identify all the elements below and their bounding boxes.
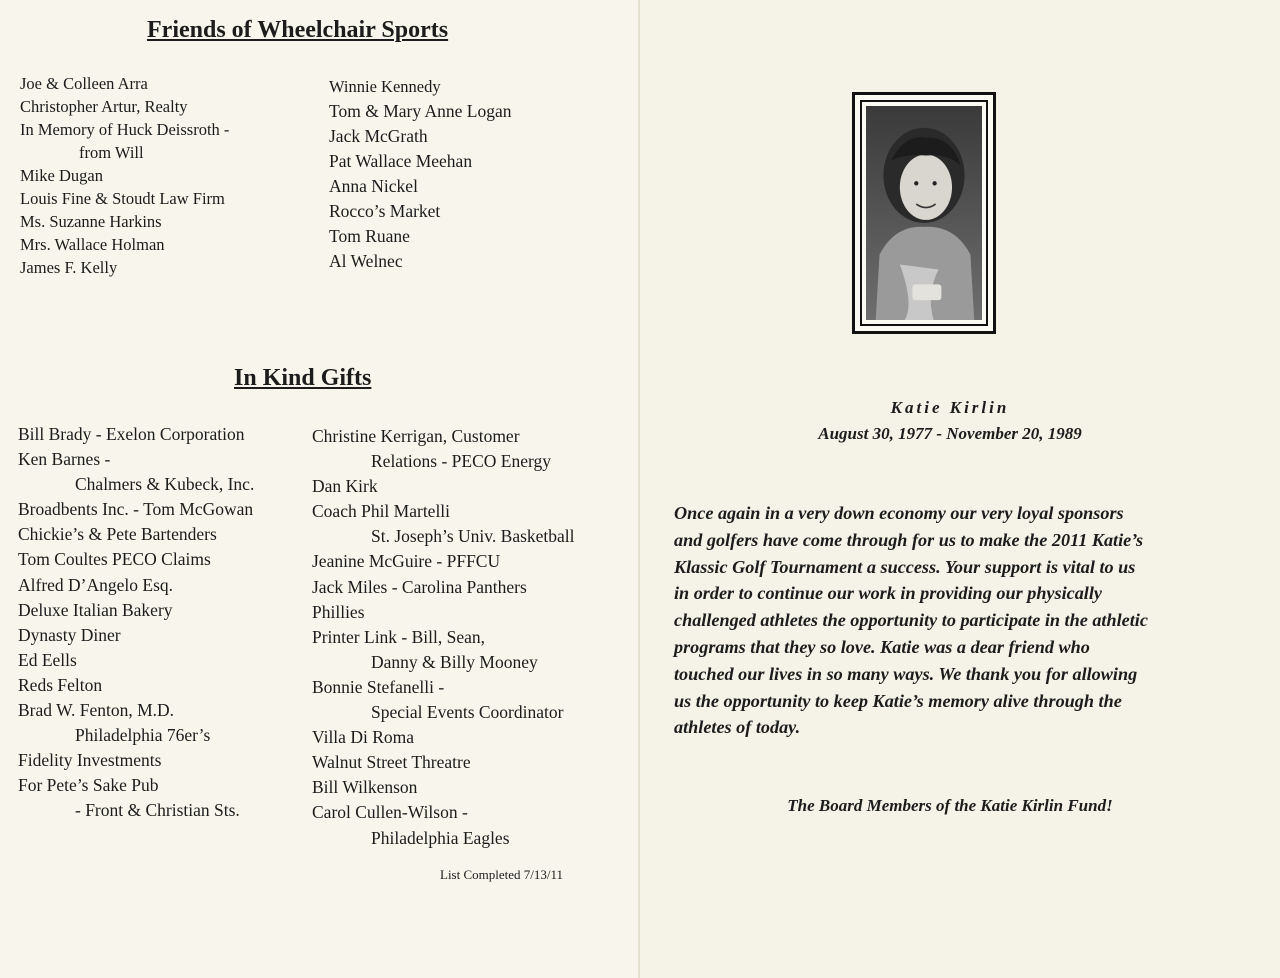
gift-entry: Bill Wilkenson [312, 777, 418, 798]
gift-entry: Broadbents Inc. - Tom McGowan [18, 499, 254, 520]
friend-entry: Rocco’s Market [329, 201, 441, 221]
friend-entry: In Memory of Huck Deissroth - [20, 120, 230, 139]
portrait-frame [852, 92, 996, 334]
gift-entry: Bonnie Stefanelli - [312, 676, 445, 697]
gift-entry: Walnut Street Threatre [312, 752, 471, 773]
gift-entry: Phillies [312, 601, 365, 622]
friend-entry: Winnie Kennedy [329, 77, 441, 96]
gift-entry: Chickie’s & Pete Bartenders [18, 524, 217, 545]
message-line: Klassic Golf Tournament a success. Your support is vital to us [674, 556, 1136, 577]
message-line: programs that they so love. Katie was a dear friend who [674, 636, 1090, 657]
gift-entry: Christine Kerrigan, Customer [312, 426, 520, 446]
message-line: challenged athletes the opportunity to participate in the athletic [674, 610, 1148, 631]
in-kind-list-column-1 [18, 422, 254, 824]
gift-entry: Special Events Coordinator [371, 702, 564, 723]
gift-entry: Ed Eells [18, 649, 77, 670]
friend-entry: James F. Kelly [20, 258, 118, 277]
friend-entry: from Will [79, 143, 144, 162]
gift-entry: Danny & Billy Mooney [371, 651, 538, 672]
friends-list-column-1 [20, 72, 229, 279]
gift-entry: Carol Cullen-Wilson - [312, 802, 468, 823]
gift-entry: Brad W. Fenton, M.D. [18, 700, 175, 721]
in-kind-list-column-2 [312, 424, 575, 851]
gift-entry: Tom Coultes PECO Claims [18, 549, 211, 570]
friends-list-column-2 [329, 74, 512, 274]
portrait-inner-border [860, 100, 988, 326]
gift-entry: - Front & Christian Sts. [75, 800, 240, 821]
friend-entry: Tom Ruane [329, 226, 410, 246]
gift-entry: Deluxe Italian Bakery [18, 599, 173, 620]
gift-entry: Printer Link - Bill, Sean, [312, 626, 486, 647]
friend-entry: Jack McGrath [329, 126, 428, 146]
gift-entry: Relations - PECO Energy [371, 451, 552, 472]
friend-entry: Pat Wallace Meehan [329, 151, 473, 171]
gift-entry: Dynasty Diner [18, 624, 121, 645]
board-signature: The Board Members of the Katie Kirlin Fund! [787, 796, 1113, 815]
face-shape [900, 155, 952, 220]
gift-entry: St. Joseph’s Univ. Basketball [371, 526, 575, 547]
gift-entry: Chalmers & Kubeck, Inc. [75, 474, 255, 495]
message-line: and golfers have come through for us to make the 2011 Katie’s [674, 529, 1144, 550]
gift-entry: Jeanine McGuire - PFFCU [312, 551, 501, 572]
message-line: in order to continue our work in providing our physically [674, 583, 1102, 604]
tribute-message [674, 500, 1214, 741]
message-line: touched our lives in so many ways. We thank you for allowing [674, 663, 1138, 684]
in-kind-gifts-title: In Kind Gifts [234, 365, 372, 391]
message-line: athletes of today. [674, 717, 801, 738]
gift-entry: For Pete’s Sake Pub [18, 775, 159, 796]
gift-entry: Fidelity Investments [18, 750, 162, 771]
gift-entry: Dan Kirk [312, 476, 378, 497]
gift-entry: Philadelphia 76er’s [75, 725, 211, 746]
gift-entry: Reds Felton [18, 674, 103, 695]
gift-entry: Bill Brady - Exelon Corporation [18, 424, 245, 444]
friend-entry: Ms. Suzanne Harkins [20, 212, 162, 231]
friends-section-title: Friends of Wheelchair Sports [147, 17, 449, 43]
message-line: Once again in a very down economy our very loyal sponsors [674, 503, 1124, 523]
friend-entry: Joe & Colleen Arra [20, 74, 148, 93]
friend-entry: Anna Nickel [329, 176, 418, 196]
message-line: us the opportunity to keep Katie’s memory alive through the [674, 690, 1122, 711]
gift-entry: Alfred D’Angelo Esq. [18, 574, 174, 595]
list-completed-note: List Completed 7/13/11 [440, 867, 564, 882]
friend-entry: Mrs. Wallace Holman [20, 235, 165, 254]
gift-entry: Coach Phil Martelli [312, 501, 451, 522]
friend-entry: Mike Dugan [20, 166, 103, 185]
friend-entry: Christopher Artur, Realty [20, 97, 188, 116]
friend-entry: Louis Fine & Stoudt Law Firm [20, 189, 225, 208]
memorial-name: Katie Kirlin [890, 398, 1010, 417]
portrait-photo [866, 106, 982, 320]
gift-entry: Jack Miles - Carolina Panthers [312, 576, 527, 597]
gift-entry: Philadelphia Eagles [371, 827, 510, 848]
friend-entry: Al Welnec [329, 251, 403, 271]
gift-entry: Ken Barnes - [18, 449, 111, 470]
gift-entry: Villa Di Roma [312, 727, 414, 748]
friend-entry: Tom & Mary Anne Logan [329, 101, 512, 121]
memorial-dates: August 30, 1977 - November 20, 1989 [818, 424, 1082, 443]
